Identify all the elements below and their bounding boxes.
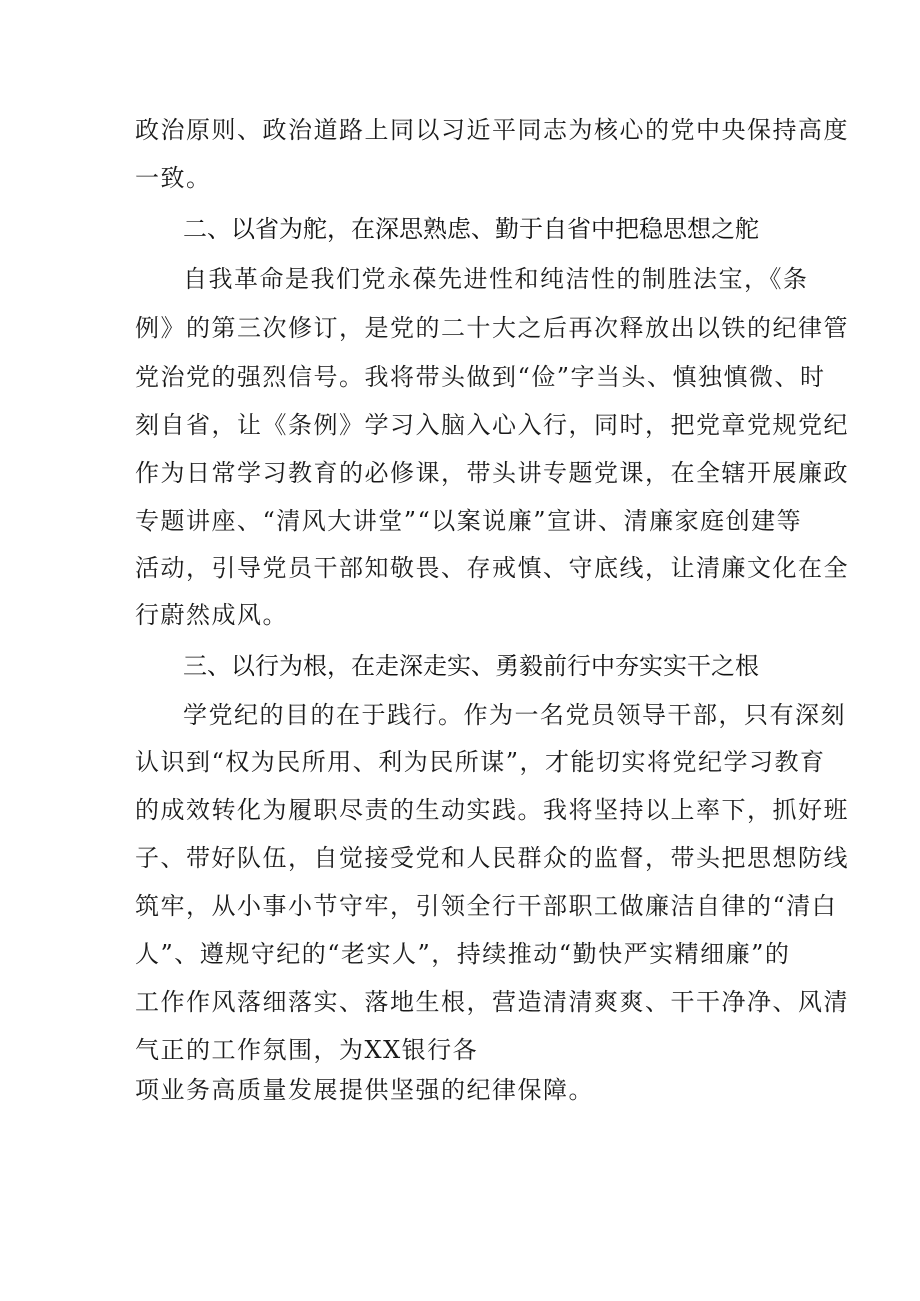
para-3-line-2: 认识到“权为民所用、利为民所谋”，才能切实将党纪学习教育 — [135, 748, 826, 776]
para-3-line-7: 工作作风落细落实、落地生根，营造清清爽爽、干干净净、风清 — [135, 988, 849, 1016]
para-3-line-1: 学党纪的目的在于践行。作为一名党员领导干部，只有深刻 — [183, 701, 846, 729]
para-2-line-8: 行蔚然成风。 — [135, 601, 288, 629]
para-3-line-4: 子、带好队伍，自觉接受党和人民群众的监督，带头把思想防线 — [135, 844, 849, 872]
para-2-line-1: 自我革命是我们党永葆先进性和纯洁性的制胜法宝，《条 — [183, 265, 809, 293]
para-intro-line-1: 政治原则、政治道路上同以习近平同志为核心的党中央保持高度 — [135, 116, 849, 144]
para-3-line-9: 项业务高质量发展提供坚强的纪律保障。 — [135, 1076, 594, 1104]
para-2-line-5: 作为日常学习教育的必修课，带头讲专题党课，在全辖开展廉政 — [135, 459, 849, 487]
para-2-line-4: 刻自省，让《条例》学习入脑入心入行，同时，把党章党规党纪 — [135, 411, 849, 439]
section-heading-3: 三、以行为根，在走深走实、勇毅前行中夯实实干之根 — [183, 652, 759, 680]
para-2-line-2: 例》的第三次修订，是党的二十大之后再次释放出以铁的纪律管 — [135, 314, 849, 342]
para-2-line-3: 党治党的强烈信号。我将带头做到“俭”字当头、慎独慎微、时 — [135, 363, 826, 391]
para-intro-line-2: 一致。 — [135, 164, 212, 192]
para-3-line-6: 人”、遵规守纪的“老实人”，持续推动“勤快严实精细廉”的 — [135, 940, 791, 968]
para-2-line-7: 活动，引导党员干部知敬畏、存戒慎、守底线，让清廉文化在全 — [135, 554, 849, 582]
section-heading-2: 二、以省为舵，在深思熟虑、勤于自省中把稳思想之舵 — [183, 215, 759, 243]
para-3-line-8: 气正的工作氛围，为XX银行各 — [135, 1036, 479, 1064]
para-3-line-5: 筑牢，从小事小节守牢，引领全行干部职工做廉洁自律的“清白 — [135, 892, 838, 920]
para-3-line-3: 的成效转化为履职尽责的生动实践。我将坚持以上率下，抓好班 — [135, 796, 849, 824]
para-2-line-6: 专题讲座、“清风大讲堂”“以案说廉”宣讲、清廉家庭创建等 — [135, 507, 803, 535]
